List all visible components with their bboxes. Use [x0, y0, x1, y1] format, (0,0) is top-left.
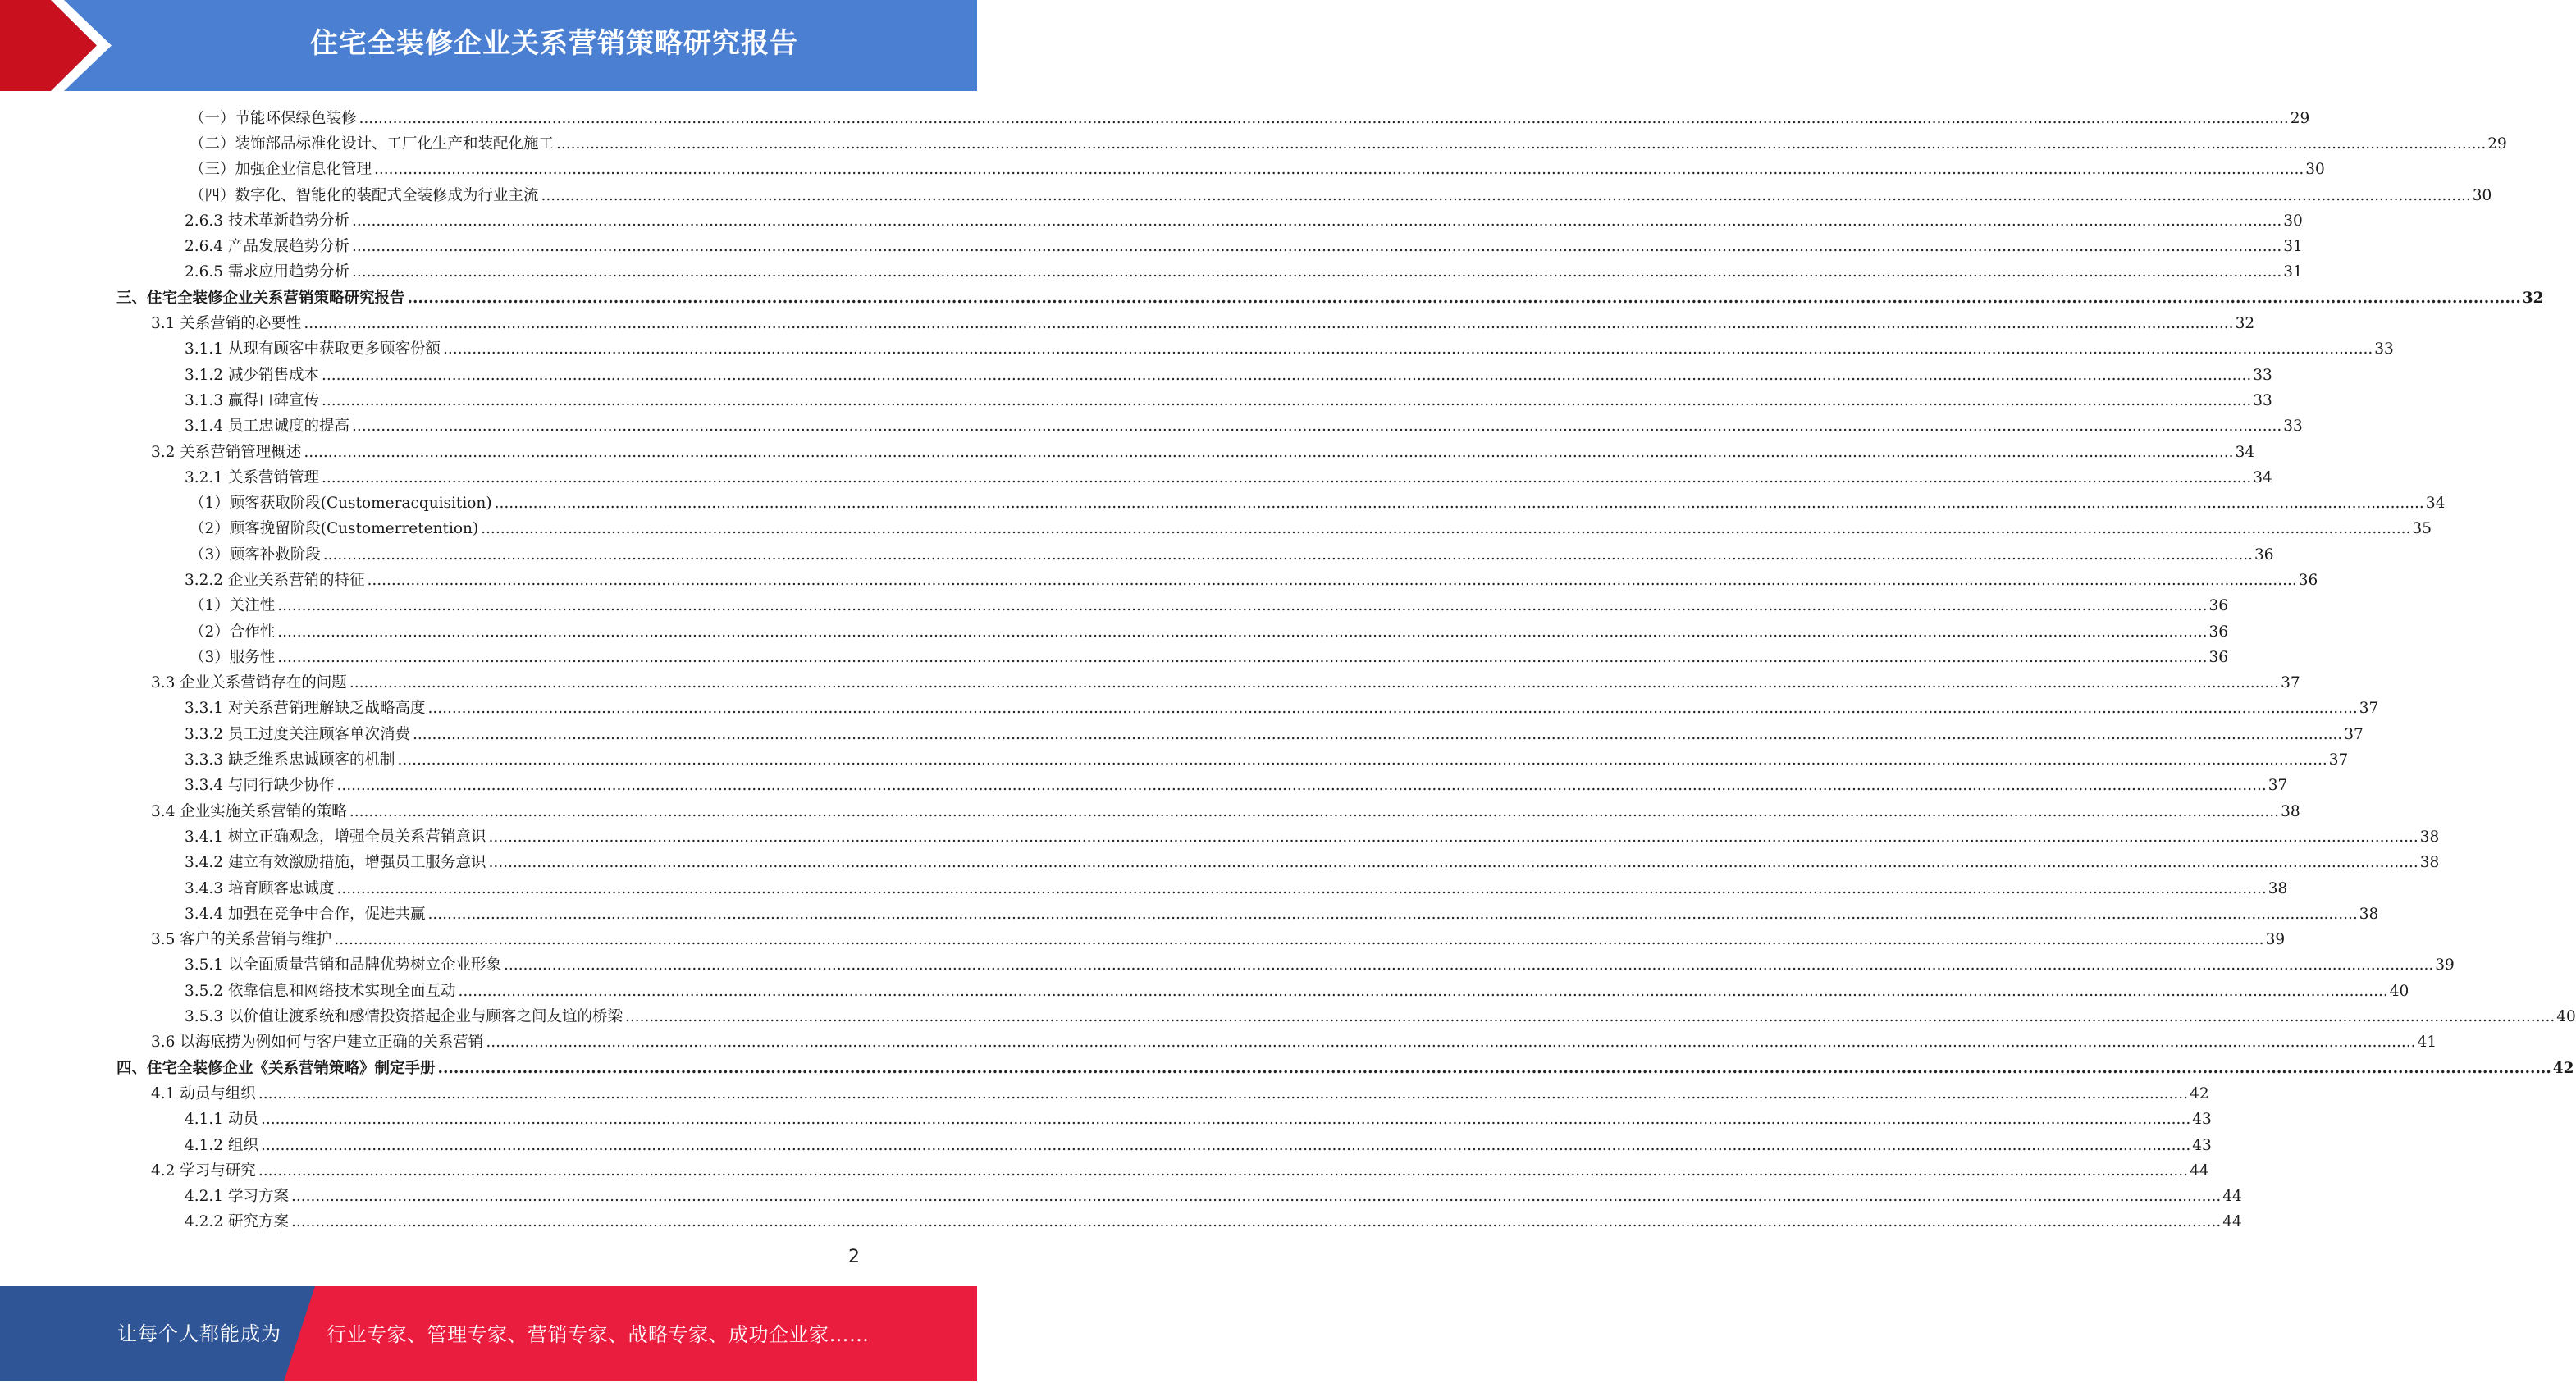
toc-entry[interactable] — [0, 1029, 2437, 1054]
toc-entry-page: 40 — [2389, 982, 2409, 1000]
toc-dot-leader: ................................................................................................................................................................................................................................................................................................................................................................................................................ — [486, 1034, 2416, 1052]
toc-entry[interactable] — [0, 335, 2394, 361]
toc-entry-page: 34 — [2253, 468, 2272, 486]
toc-entry-line — [185, 260, 2303, 281]
toc-entry-page: 44 — [2190, 1162, 2209, 1180]
toc-entry-line — [151, 1159, 2209, 1180]
toc-dot-leader: ................................................................................................................................................................................................................................................................................................................................................................................................................ — [494, 495, 2424, 513]
toc-entry-page: 32 — [2235, 315, 2255, 333]
document-title: 住宅全装修企业关系营销策略研究报告 — [310, 27, 798, 60]
toc-dot-leader: ................................................................................................................................................................................................................................................................................................................................................................................................................ — [367, 571, 2297, 589]
toc-dot-leader: ................................................................................................................................................................................................................................................................................................................................................................................................................ — [351, 418, 2282, 436]
toc-entry-label: 4.2.1 学习方案 — [185, 1188, 289, 1206]
toc-entry-label: 3.5.3 以价值让渡系统和感情投资搭起企业与顾客之间友谊的桥梁 — [185, 1008, 623, 1026]
toc-entry[interactable] — [0, 232, 2303, 258]
toc-entry[interactable] — [0, 156, 2325, 181]
toc-entry-line — [185, 774, 2288, 795]
toc-dot-leader: ................................................................................................................................................................................................................................................................................................................................................................................................................ — [336, 879, 2267, 897]
toc-entry[interactable] — [0, 489, 2446, 514]
toc-entry-page: 33 — [2283, 418, 2303, 436]
toc-entry-label: 3.1.1 从现有顾客中获取更多顾客份额 — [185, 340, 441, 358]
toc-entry-label: 4.1.2 组织 — [185, 1136, 258, 1154]
toc-entry-page: 35 — [2412, 520, 2432, 538]
toc-entry-label: 3.6 以海底捞为例如何与客户建立正确的关系营销 — [151, 1034, 484, 1052]
toc-entry-page: 37 — [2281, 674, 2300, 692]
toc-entry-page: 37 — [2268, 777, 2288, 795]
toc-dot-leader: ................................................................................................................................................................................................................................................................................................................................................................................................................ — [304, 443, 2234, 461]
toc-entry[interactable] — [0, 669, 2300, 695]
toc-entry-line — [185, 696, 2379, 718]
toc-entry-label: （2）顾客挽留阶段(Customerretention) — [190, 520, 479, 538]
toc-entry-label: （二）装饰部品标准化设计、工厂化生产和装配化施工 — [190, 135, 555, 153]
toc-entry-label: 3.2.1 关系营销管理 — [185, 468, 319, 486]
toc-entry-line — [151, 1082, 2209, 1103]
toc-dot-leader: ................................................................................................................................................................................................................................................................................................................................................................................................................ — [277, 648, 2208, 666]
toc-entry-line — [185, 209, 2303, 230]
toc-entry[interactable] — [0, 977, 2409, 1002]
toc-entry-line — [116, 286, 2544, 308]
toc-entry-label: （三）加强企业信息化管理 — [190, 161, 372, 179]
toc-entry-line — [190, 543, 2274, 564]
toc-entry-label: （1）顾客获取阶段(Customeracquisition) — [190, 495, 492, 513]
toc-entry-line — [185, 723, 2364, 744]
toc-entry[interactable] — [0, 849, 2440, 874]
toc-entry[interactable] — [0, 952, 2455, 977]
toc-entry-line — [190, 157, 2325, 179]
footer-slogan-right: 行业专家、管理专家、营销专家、战略专家、成功企业家…… — [327, 1323, 870, 1346]
toc-entry-page: 33 — [2253, 366, 2272, 384]
toc-entry-page: 31 — [2283, 263, 2303, 281]
toc-dot-leader: ................................................................................................................................................................................................................................................................................................................................................................................................................ — [488, 828, 2418, 846]
toc-entry-line — [190, 132, 2507, 153]
toc-entry-page: 31 — [2283, 238, 2303, 256]
toc-entry-page: 38 — [2419, 828, 2440, 846]
toc-entry-page: 37 — [2328, 751, 2349, 769]
toc-entry-line — [190, 646, 2229, 667]
toc-entry-page: 34 — [2425, 495, 2446, 513]
toc-entry[interactable] — [0, 386, 2272, 412]
toc-entry-line — [185, 1210, 2242, 1231]
toc-entry[interactable] — [0, 130, 2507, 155]
toc-entry-label: 4.1.1 动员 — [185, 1111, 258, 1129]
toc-entry-label: 2.6.5 需求应用趋势分析 — [185, 263, 349, 281]
toc-entry[interactable] — [0, 1079, 2209, 1105]
toc-dot-leader: ................................................................................................................................................................................................................................................................................................................................................................................................................ — [258, 1084, 2189, 1102]
toc-entry-line — [185, 902, 2379, 924]
toc-dot-leader: ................................................................................................................................................................................................................................................................................................................................................................................................................ — [427, 700, 2358, 718]
toc-entry-line — [185, 877, 2288, 898]
toc-dot-leader: ................................................................................................................................................................................................................................................................................................................................................................................................................ — [624, 1008, 2555, 1026]
toc-entry-page: 36 — [2208, 648, 2229, 666]
toc-entry-page: 30 — [2305, 161, 2325, 179]
toc-entry[interactable] — [0, 1157, 2209, 1182]
toc-entry-label: 3.2 关系营销管理概述 — [151, 443, 302, 461]
toc-entry-line — [185, 851, 2440, 872]
toc-entry-page: 29 — [2290, 109, 2310, 127]
toc-entry-label: 四、住宅全装修企业《关系营销策略》制定手册 — [116, 1059, 436, 1077]
toc-entry[interactable] — [0, 797, 2300, 823]
toc-dot-leader: ................................................................................................................................................................................................................................................................................................................................................................................................................ — [260, 1111, 2191, 1129]
toc-entry-page: 38 — [2268, 879, 2288, 897]
toc-entry-page: 38 — [2281, 802, 2300, 820]
toc-entry[interactable] — [0, 566, 2318, 591]
toc-entry-page: 37 — [2359, 700, 2379, 718]
toc-entry[interactable] — [0, 874, 2288, 900]
toc-entry-line — [185, 1134, 2212, 1155]
toc-dot-leader: ................................................................................................................................................................................................................................................................................................................................................................................................................ — [334, 931, 2264, 949]
toc-entry-label: 3.4 企业实施关系营销的策略 — [151, 802, 347, 820]
toc-dot-leader: ................................................................................................................................................................................................................................................................................................................................................................................................................ — [277, 597, 2208, 615]
toc-entry[interactable] — [0, 541, 2274, 566]
toc-entry-label: 3.5.2 依靠信息和网络技术实现全面互动 — [185, 982, 456, 1000]
footer-slogan-left: 让每个人都能成为 — [117, 1322, 281, 1345]
toc-entry[interactable] — [0, 643, 2229, 669]
toc-dot-leader: ................................................................................................................................................................................................................................................................................................................................................................................................................ — [427, 905, 2358, 923]
toc-entry[interactable] — [0, 104, 2310, 130]
toc-entry-page: 39 — [2265, 931, 2286, 949]
toc-entry[interactable] — [0, 772, 2288, 797]
toc-dot-leader: ................................................................................................................................................................................................................................................................................................................................................................................................................ — [349, 674, 2280, 692]
toc-entry-line — [185, 389, 2272, 410]
toc-entry-page: 43 — [2192, 1111, 2212, 1129]
toc-dot-leader: ................................................................................................................................................................................................................................................................................................................................................................................................................ — [481, 520, 2411, 538]
toc-entry[interactable] — [0, 900, 2379, 925]
toc-entry-line — [185, 825, 2440, 847]
toc-entry-label: 3.4.4 加强在竞争中合作，促进共赢 — [185, 905, 426, 923]
toc-entry-page: 43 — [2192, 1136, 2212, 1154]
toc-entry-label: 3.3.2 员工过度关注顾客单次消费 — [185, 725, 410, 743]
toc-entry-label: 3.4.1 树立正确观念，增强全员关系营销意识 — [185, 828, 486, 846]
toc-entry-page: 30 — [2283, 212, 2303, 230]
toc-entry-line — [190, 107, 2310, 128]
toc-dot-leader: ................................................................................................................................................................................................................................................................................................................................................................................................................ — [359, 109, 2289, 127]
toc-dot-leader: ................................................................................................................................................................................................................................................................................................................................................................................................................ — [321, 391, 2252, 409]
toc-entry-page: 39 — [2435, 956, 2455, 974]
toc-entry[interactable] — [0, 695, 2379, 720]
toc-entry-line — [185, 748, 2349, 769]
toc-entry[interactable] — [0, 1131, 2212, 1157]
toc-dot-leader: ................................................................................................................................................................................................................................................................................................................................................................................................................ — [437, 1059, 2551, 1077]
toc-entry-label: 3.1.2 减少销售成本 — [185, 366, 319, 384]
toc-entry-label: 3.3.3 缺乏维系忠诚顾客的机制 — [185, 751, 395, 769]
toc-entry[interactable] — [0, 592, 2229, 618]
toc-entry[interactable] — [0, 361, 2272, 386]
toc-entry-line — [151, 928, 2286, 949]
toc-entry-label: （四）数字化、智能化的装配式全装修成为行业主流 — [190, 186, 539, 204]
toc-entry[interactable] — [0, 1054, 2574, 1079]
toc-entry-line — [185, 414, 2303, 436]
toc-entry-label: 3.3 企业关系营销存在的问题 — [151, 674, 347, 692]
page-number: 2 — [848, 1247, 860, 1267]
toc-entry-page: 32 — [2522, 289, 2544, 307]
toc-dot-leader: ................................................................................................................................................................................................................................................................................................................................................................................................................ — [277, 623, 2208, 641]
toc-entry-page: 42 — [2552, 1059, 2574, 1077]
toc-entry-page: 44 — [2222, 1213, 2242, 1231]
toc-dot-leader: ................................................................................................................................................................................................................................................................................................................................................................................................................ — [322, 545, 2254, 564]
toc-entry-line — [185, 568, 2318, 590]
toc-entry[interactable] — [0, 1208, 2242, 1234]
toc-entry-label: 3.2.2 企业关系营销的特征 — [185, 571, 365, 589]
toc-entry[interactable] — [0, 284, 2544, 309]
toc-entry-page: 36 — [2298, 571, 2318, 589]
table-of-contents — [0, 104, 2576, 1234]
toc-entry-line — [190, 184, 2492, 205]
toc-entry-line — [190, 517, 2432, 538]
toc-entry-label: （3）服务性 — [190, 648, 276, 666]
toc-dot-leader: ................................................................................................................................................................................................................................................................................................................................................................................................................ — [349, 802, 2280, 820]
toc-entry-page: 33 — [2374, 340, 2394, 358]
header-chevron-decoration — [0, 0, 123, 91]
toc-entry-page: 30 — [2472, 186, 2492, 204]
toc-entry[interactable] — [0, 746, 2349, 771]
toc-dot-leader: ................................................................................................................................................................................................................................................................................................................................................................................................................ — [336, 777, 2267, 795]
toc-entry-label: （2）合作性 — [190, 623, 276, 641]
toc-entry-page: 29 — [2487, 135, 2507, 153]
toc-entry-label: 2.6.4 产品发展趋势分析 — [185, 238, 349, 256]
toc-entry[interactable] — [0, 1182, 2242, 1207]
toc-entry-line — [151, 440, 2255, 462]
toc-entry-line — [151, 800, 2300, 821]
toc-entry-label: 3.3.4 与同行缺少协作 — [185, 777, 335, 795]
toc-entry-line — [151, 671, 2300, 692]
toc-entry-label: 4.1 动员与组织 — [151, 1084, 256, 1102]
page-header — [0, 0, 977, 91]
toc-entry-line — [151, 1030, 2437, 1052]
toc-dot-leader: ................................................................................................................................................................................................................................................................................................................................................................................................................ — [503, 956, 2434, 974]
toc-entry[interactable] — [0, 618, 2229, 643]
toc-entry-page: 36 — [2208, 597, 2229, 615]
toc-entry-line — [185, 337, 2394, 358]
toc-dot-leader: ................................................................................................................................................................................................................................................................................................................................................................................................................ — [304, 315, 2234, 333]
toc-dot-leader: ................................................................................................................................................................................................................................................................................................................................................................................................................ — [442, 340, 2373, 358]
toc-entry[interactable] — [0, 438, 2255, 463]
toc-entry-line — [190, 594, 2229, 615]
toc-entry-line — [185, 1005, 2576, 1026]
toc-entry-page: 44 — [2222, 1188, 2242, 1206]
toc-dot-leader: ................................................................................................................................................................................................................................................................................................................................................................................................................ — [321, 366, 2252, 384]
toc-entry[interactable] — [0, 413, 2303, 438]
toc-dot-leader: ................................................................................................................................................................................................................................................................................................................................................................................................................ — [374, 161, 2304, 179]
toc-dot-leader: ................................................................................................................................................................................................................................................................................................................................................................................................................ — [556, 135, 2487, 153]
toc-entry-line — [190, 491, 2446, 513]
toc-entry-label: 3.4.3 培育顾客忠诚度 — [185, 879, 335, 897]
toc-entry-line — [185, 953, 2455, 974]
toc-entry-label: 3.1.3 赢得口碑宣传 — [185, 391, 319, 409]
toc-entry[interactable] — [0, 1002, 2576, 1028]
toc-entry-label: 4.2 学习与研究 — [151, 1162, 256, 1180]
toc-entry-label: 3.1 关系营销的必要性 — [151, 315, 302, 333]
toc-entry[interactable] — [0, 463, 2272, 489]
toc-entry-line — [190, 620, 2229, 641]
toc-entry-line — [185, 235, 2303, 256]
toc-entry-label: 3.3.1 对关系营销理解缺乏战略高度 — [185, 700, 426, 718]
page-footer — [0, 1286, 977, 1381]
toc-entry[interactable] — [0, 926, 2286, 952]
toc-entry-line — [185, 979, 2409, 1001]
toc-dot-leader: ................................................................................................................................................................................................................................................................................................................................................................................................................ — [407, 289, 2521, 307]
toc-dot-leader: ................................................................................................................................................................................................................................................................................................................................................................................................................ — [290, 1213, 2222, 1231]
toc-entry[interactable] — [0, 1106, 2212, 1131]
toc-entry-label: 3.5 客户的关系营销与维护 — [151, 931, 332, 949]
toc-dot-leader: ................................................................................................................................................................................................................................................................................................................................................................................................................ — [458, 982, 2388, 1000]
toc-entry-label: 3.5.1 以全面质量营销和品牌优势树立企业形象 — [185, 956, 501, 974]
toc-entry-label: 3.4.2 建立有效激励措施，增强员工服务意识 — [185, 854, 486, 872]
toc-entry-page: 34 — [2235, 443, 2255, 461]
toc-entry-page: 37 — [2344, 725, 2364, 743]
toc-dot-leader: ................................................................................................................................................................................................................................................................................................................................................................................................................ — [541, 186, 2471, 204]
toc-entry-label: （1）关注性 — [190, 597, 276, 615]
toc-dot-leader: ................................................................................................................................................................................................................................................................................................................................................................................................................ — [258, 1162, 2189, 1180]
toc-entry[interactable] — [0, 258, 2303, 284]
toc-dot-leader: ................................................................................................................................................................................................................................................................................................................................................................................................................ — [290, 1188, 2222, 1206]
toc-entry[interactable] — [0, 515, 2432, 541]
toc-entry-line — [151, 312, 2255, 333]
toc-dot-leader: ................................................................................................................................................................................................................................................................................................................................................................................................................ — [321, 468, 2252, 486]
toc-entry-label: 2.6.3 技术革新趋势分析 — [185, 212, 349, 230]
toc-entry-label: 4.2.2 研究方案 — [185, 1213, 289, 1231]
toc-entry[interactable] — [0, 181, 2492, 207]
toc-entry-page: 38 — [2359, 905, 2379, 923]
toc-entry-label: 3.1.4 员工忠诚度的提高 — [185, 418, 349, 436]
toc-entry[interactable] — [0, 720, 2364, 746]
toc-entry-label: （一）节能环保绿色装修 — [190, 109, 357, 127]
toc-entry[interactable] — [0, 207, 2303, 232]
toc-dot-leader: ................................................................................................................................................................................................................................................................................................................................................................................................................ — [488, 854, 2418, 872]
toc-entry-line — [185, 1107, 2212, 1129]
toc-entry-page: 42 — [2190, 1084, 2209, 1102]
toc-entry-page: 33 — [2253, 391, 2272, 409]
toc-dot-leader: ................................................................................................................................................................................................................................................................................................................................................................................................................ — [260, 1136, 2191, 1154]
toc-entry-line — [116, 1057, 2574, 1078]
toc-entry-label: （3）顾客补救阶段 — [190, 545, 321, 564]
toc-dot-leader: ................................................................................................................................................................................................................................................................................................................................................................................................................ — [351, 238, 2282, 256]
toc-entry[interactable] — [0, 823, 2440, 848]
toc-entry-line — [185, 466, 2272, 487]
toc-entry-page: 36 — [2208, 623, 2229, 641]
toc-entry-page: 36 — [2254, 545, 2274, 564]
toc-dot-leader: ................................................................................................................................................................................................................................................................................................................................................................................................................ — [351, 212, 2282, 230]
toc-entry-line — [185, 363, 2272, 385]
toc-dot-leader: ................................................................................................................................................................................................................................................................................................................................................................................................................ — [412, 725, 2343, 743]
toc-dot-leader: ................................................................................................................................................................................................................................................................................................................................................................................................................ — [351, 263, 2282, 281]
toc-entry-label: 三、住宅全装修企业关系营销策略研究报告 — [116, 289, 405, 307]
toc-entry-page: 40 — [2556, 1008, 2576, 1026]
toc-entry-line — [185, 1184, 2242, 1206]
toc-dot-leader: ................................................................................................................................................................................................................................................................................................................................................................................................................ — [397, 751, 2327, 769]
toc-entry-page: 41 — [2417, 1034, 2437, 1052]
toc-entry[interactable] — [0, 309, 2255, 335]
toc-entry-page: 38 — [2419, 854, 2440, 872]
